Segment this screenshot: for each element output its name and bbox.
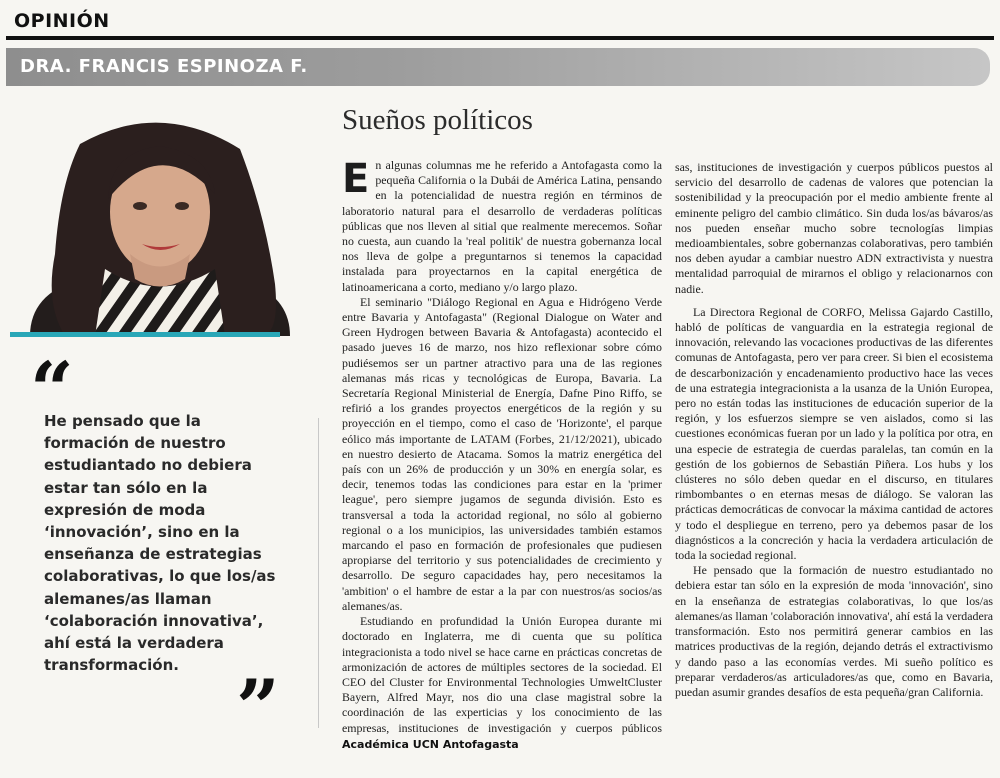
- column-divider: [318, 418, 319, 728]
- section-label: OPINIÓN: [14, 10, 110, 32]
- pull-quote-text: He pensado que la formación de nuestro estudiantado no debiera estar tan sólo en la expresión de moda ‘innovación’, sino en la enseñanza de estrategias colaborativas, lo que los/as alemanes/as llaman ‘colaboración innovativa’, ahí está la verdadera transformación.: [44, 412, 276, 675]
- paragraph-3-continued: sas, instituciones de investigación y cuerpos públicos puestos al servicio del desarrollo de cadenas de valores que potencian la sostenibilidad y la preocupación por el medio ambiente frente al eminente peligro del cambio climático. Sin duda los/as bávaros/as nos pueden enseñar mucho sobre tecnologías limpias medioambientales, sobre gobernanzas colaborativas, pero también nos deben ayudar a cambiar nuestro ADN extractivista y nuestra mentalidad parroquial de mirarnos el obligo y relacionarnos con nadie.: [675, 160, 993, 296]
- article-headline: Sueños políticos: [342, 104, 533, 136]
- article-column-1: [342, 158, 662, 736]
- dropcap: E: [342, 156, 370, 202]
- top-rule: [6, 36, 994, 40]
- quote-open-mark: “: [30, 345, 74, 434]
- author-name: DRA. FRANCIS ESPINOZA F.: [20, 56, 308, 77]
- author-bar: [6, 48, 990, 86]
- paragraph-4: La Directora Regional de CORFO, Melissa Gajardo Castillo, habló de políticas de vanguardia en la estrategia regional de innovación, relevando las vocaciones productivas de las diferentes comunas de Antofagasta, pero ver para creer. Si bien el ecosistema de descarbonización y encadenamiento productivo hace las veces de una estrategia integracionista a la usanza de la Unión Europea, pero no están todas las instituciones de educación superior de la región, y los esfuerzos siempre se ven aislados, como si las cuestiones económicas fueran por un lado y la política por otra, en una especie de estrategia de cuerdas paralelas, tan común en la gestión de los gobiernos de Sebastián Piñera. Los hubs y los clústeres no sólo deben quedar en el discurso, en titulares rimbombantes o en eternas mesas de diálogo. Se valoran las prácticas democráticas de convocar la máxima cantidad de actores y todo el despliegue en terreno, pero ya debemos pasar de los diagnósticos a la concreción y hacia la verdadera articulación de toda la sociedad regional.: [675, 304, 993, 563]
- paragraph-1: [342, 158, 662, 295]
- pull-quote: [30, 345, 280, 752]
- author-photo: [10, 104, 308, 336]
- paragraph-1-text: n algunas columnas me he referido a Antofagasta como la pequeña California o la Dubái de América Latina, pensando en la potencialidad de nuestra región en términos de laboratorio natural para el desarrollo de verdaderas políticas públicas que nos lleven al sitial que realmente merecemos. Soñar no cuesta, aun cuando la 'real politik' de nuestra gobernanza local nos lleva de golpe a preguntarnos si tenemos la capacidad instalada para proyectarnos en la capital energética de latinoamericana a corto, mediano y/o largo plazo.: [342, 158, 662, 294]
- paragraph-2: El seminario "Diálogo Regional en Agua e Hidrógeno Verde entre Bavaria y Antofagasta" (Regional Dialogue on Water and Green Hydrogen between Bavaria & Antofagasta) acontecido el pasado jueves 16 de marzo, nos hizo reflexionar sobre cómo pudiésemos ser un partner atractivo para una de las regiones alemanas más ricas y tecnológicas de Europa, Bavaria. La Secretaría Regional Ministerial de Energía, Dafne Pino Riffo, se refirió a los grandes proyectos energéticos de la región y su proyección en el tiempo, como el caso de 'Horizonte', el parque eólico más importante de LATAM (Forbes, 21/12/2021), ubicado en nuestro desierto de Atacama. Somos la matriz energética del país con un 26% de producción y un 30% en energía solar, es decir, tenemos todas las condiciones para estar en la 'primer league', pero siempre jugamos de segunda división. Esto es transversal a toda la actoridad regional, no sólo al gobierno regional o a los municipios, las universidades también estamos marcando el paso en formación de profesionales que pudiesen apropiarse del territorio y sus potencialidades de crecimiento y desarrollo. De seguro capacidades hay, pero necesitamos la 'ambition' o el hambre de estar a la par con nuestros/as socios/as alemanes/as.: [342, 294, 662, 613]
- quote-close-mark: ”: [236, 663, 280, 752]
- author-credit: Académica UCN Antofagasta: [342, 738, 519, 751]
- paragraph-5: He pensado que la formación de nuestro estudiantado no debiera estar tan sólo en la expresión de moda 'innovación', sino en la enseñanza de estrategias colaborativas, lo que los/as alemanes/as llaman 'colaboración innovativa', ahí está la verdadera transformación. Esto nos permitirá generar cambios en las matrices productivas de la región, dejando detrás el extractivismo y dando paso a las economías verdes. Mi sueño político es preparar verdaderos/as articuladores/as que, como en Bavaria, puedan asumir grandes desafíos de esta pequeña/gran California.: [675, 563, 993, 699]
- paragraph-3: Estudiando en profundidad la Unión Europea durante mi doctorado en Inglaterra, me di cuenta que su política integracionista a todo nivel se hace carne en prácticas concretas de armonización de actores de múltiples sectores de la sociedad. El CEO del Cluster for Environmental Technologies UmweltCluster Bayern, Alfred Mayr, nos dio una clase magistral sobre la coordinación de las experticias y los conocimiento de las empresas, instituciones de investigación y cuerpos públicos: [342, 614, 662, 735]
- article-column-2: [675, 160, 993, 700]
- photo-accent-line: [10, 332, 280, 337]
